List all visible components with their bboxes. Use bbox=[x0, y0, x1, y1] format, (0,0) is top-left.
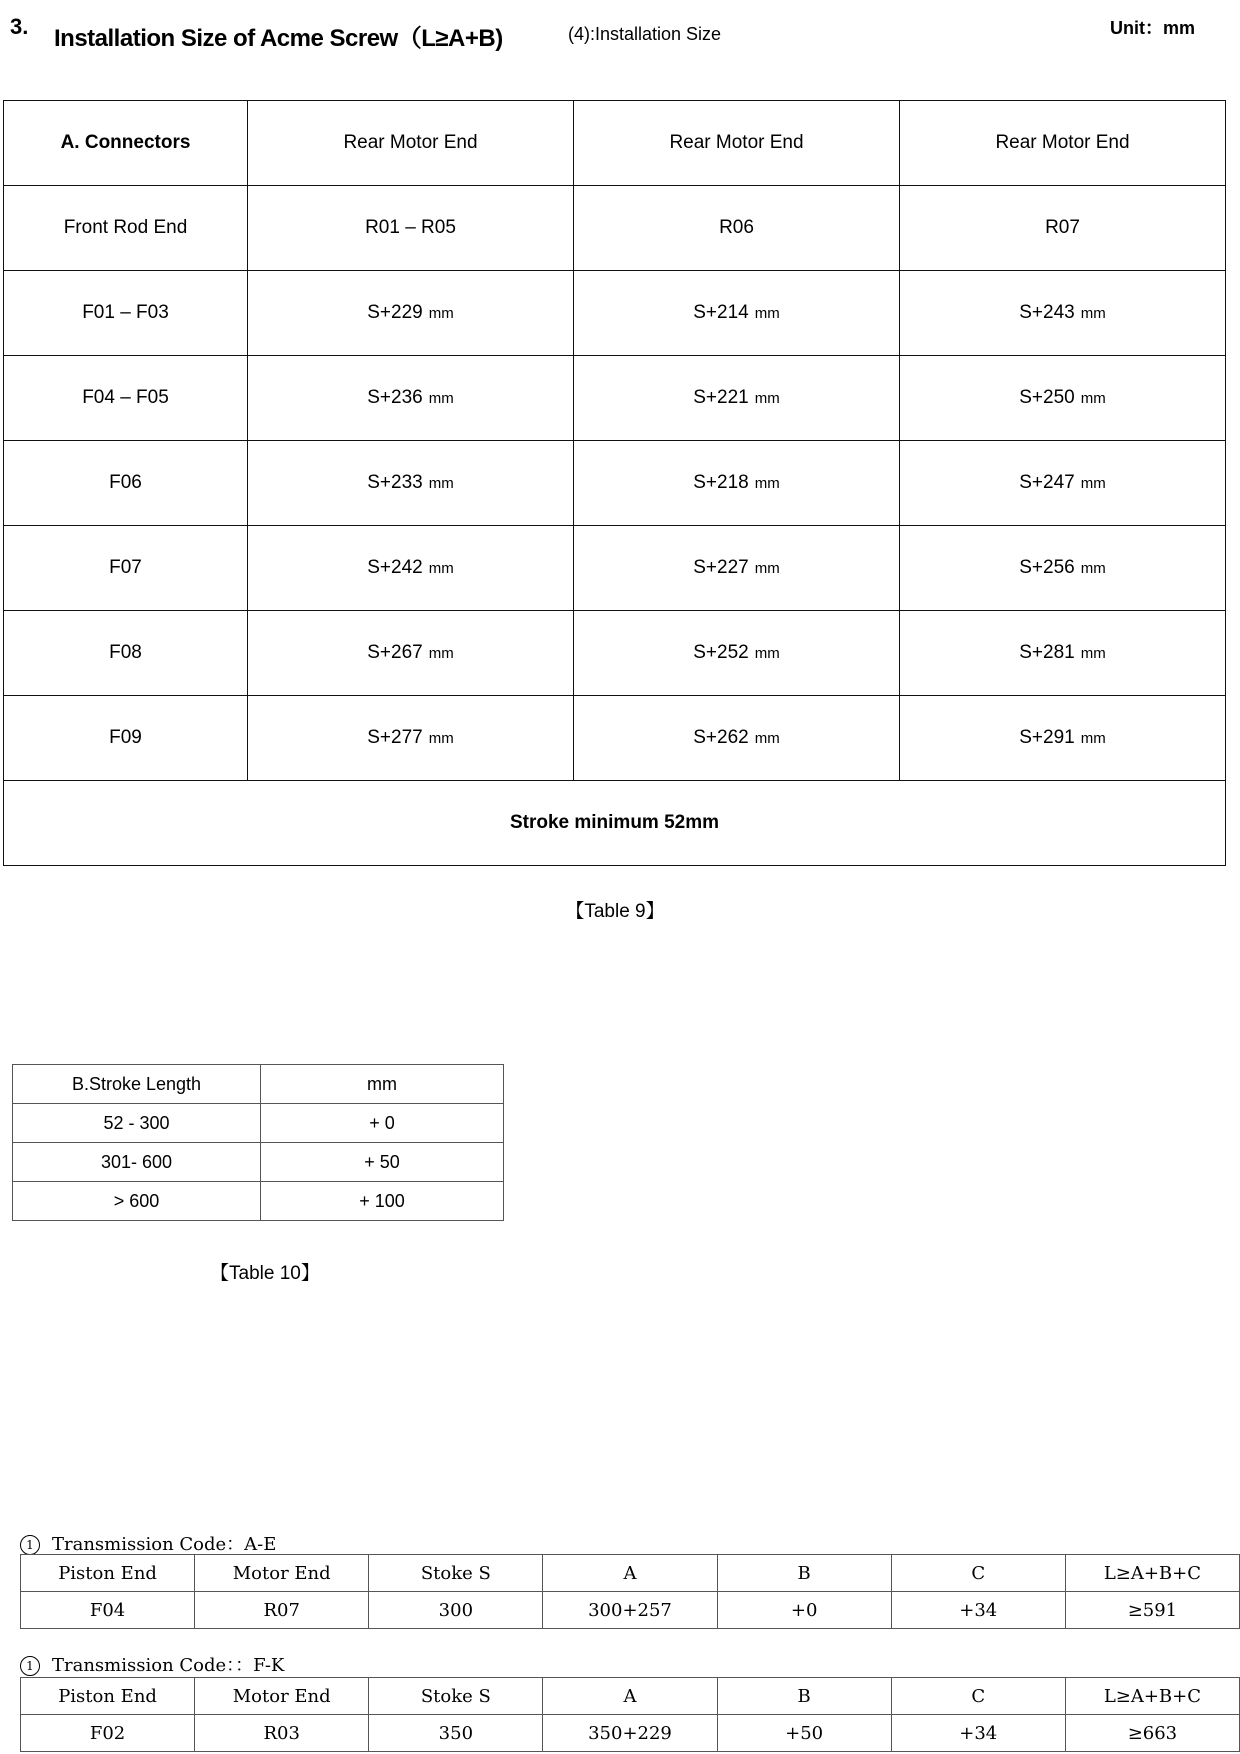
unit-suffix: mm bbox=[1080, 645, 1106, 662]
table-row bbox=[13, 1104, 504, 1143]
column-header: mm bbox=[261, 1065, 504, 1104]
cell-value: S+229 bbox=[367, 302, 423, 323]
table-cell bbox=[574, 356, 900, 441]
column-header: A bbox=[543, 1678, 717, 1715]
table-cell bbox=[900, 611, 1226, 696]
table-row bbox=[21, 1555, 1240, 1592]
table-row bbox=[13, 1065, 504, 1104]
table-row bbox=[4, 271, 1226, 356]
table-cell bbox=[574, 441, 900, 526]
cell-value: S+250 bbox=[1019, 387, 1075, 408]
table-cell: ≥663 bbox=[1065, 1715, 1239, 1752]
cell-value: S+227 bbox=[693, 557, 749, 578]
stroke-minimum-note: Stroke minimum 52mm bbox=[4, 781, 1226, 866]
unit-suffix: mm bbox=[754, 305, 780, 322]
table-cell: 350+229 bbox=[543, 1715, 717, 1752]
unit-suffix: mm bbox=[428, 475, 454, 492]
column-header: B bbox=[717, 1678, 891, 1715]
column-header: L≥A+B+C bbox=[1065, 1678, 1239, 1715]
column-header: Stoke S bbox=[369, 1555, 543, 1592]
page-subtitle: (4):Installation Size bbox=[568, 24, 722, 44]
transmission-code-fk-label bbox=[20, 1651, 284, 1677]
column-header: C bbox=[891, 1555, 1065, 1592]
column-code: R07 bbox=[900, 186, 1226, 271]
table-row bbox=[21, 1715, 1240, 1752]
column-header: Stoke S bbox=[369, 1678, 543, 1715]
table-cell: R03 bbox=[195, 1715, 369, 1752]
cell-value: S+236 bbox=[367, 387, 423, 408]
cell-value: S+242 bbox=[367, 557, 423, 578]
cell-value: S+243 bbox=[1019, 302, 1075, 323]
table-cell: 300+257 bbox=[543, 1592, 717, 1629]
cell-value: S+247 bbox=[1019, 472, 1075, 493]
table-row bbox=[4, 441, 1226, 526]
column-header: L≥A+B+C bbox=[1065, 1555, 1239, 1592]
cell-value: S+233 bbox=[367, 472, 423, 493]
row-label: F04 – F05 bbox=[4, 356, 248, 441]
corner-header-front-rod-end: Front Rod End bbox=[4, 186, 248, 271]
table-cell bbox=[248, 356, 574, 441]
column-header: B bbox=[717, 1555, 891, 1592]
transmission-code-ae-label bbox=[20, 1530, 276, 1556]
unit-suffix: mm bbox=[1080, 390, 1106, 407]
table-9-caption: 【Table 9】 bbox=[565, 901, 665, 922]
table-cell bbox=[574, 611, 900, 696]
circled-number-icon: 1 bbox=[20, 1535, 40, 1555]
column-code: R01 – R05 bbox=[248, 186, 574, 271]
table-cell bbox=[900, 356, 1226, 441]
table-cell: 301- 600 bbox=[13, 1143, 261, 1182]
table-row bbox=[13, 1182, 504, 1221]
unit-label: Unit：mm bbox=[1110, 18, 1195, 38]
section-number: 3. bbox=[10, 14, 29, 39]
unit-suffix: mm bbox=[754, 475, 780, 492]
table-cell bbox=[574, 526, 900, 611]
circled-number-icon: 1 bbox=[20, 1656, 40, 1676]
page-title: Installation Size of Acme Screw（L≥A+B) bbox=[54, 25, 503, 52]
column-group-label: Rear Motor End bbox=[248, 101, 574, 186]
unit-suffix: mm bbox=[428, 390, 454, 407]
table-cell bbox=[248, 271, 574, 356]
table-row bbox=[4, 781, 1226, 866]
row-label: F09 bbox=[4, 696, 248, 781]
unit-suffix: mm bbox=[1080, 475, 1106, 492]
table-row bbox=[21, 1678, 1240, 1715]
column-header: C bbox=[891, 1678, 1065, 1715]
table-row bbox=[21, 1592, 1240, 1629]
table-cell: + 50 bbox=[261, 1143, 504, 1182]
table-row bbox=[4, 611, 1226, 696]
column-group-label: Rear Motor End bbox=[900, 101, 1226, 186]
table-cell: 52 - 300 bbox=[13, 1104, 261, 1143]
column-header: Piston End bbox=[21, 1678, 195, 1715]
unit-suffix: mm bbox=[428, 560, 454, 577]
table-10-caption: 【Table 10】 bbox=[210, 1263, 320, 1284]
table-row bbox=[4, 696, 1226, 781]
table-row bbox=[4, 101, 1226, 186]
cell-value: S+262 bbox=[693, 727, 749, 748]
table-row bbox=[4, 356, 1226, 441]
table-cell bbox=[900, 441, 1226, 526]
cell-value: S+218 bbox=[693, 472, 749, 493]
table-cell: +0 bbox=[717, 1592, 891, 1629]
table-cell: F04 bbox=[21, 1592, 195, 1629]
table-row bbox=[4, 526, 1226, 611]
unit-suffix: mm bbox=[754, 730, 780, 747]
cell-value: S+267 bbox=[367, 642, 423, 663]
table-cell: R07 bbox=[195, 1592, 369, 1629]
table-row bbox=[4, 186, 1226, 271]
row-label: F01 – F03 bbox=[4, 271, 248, 356]
installation-size-table bbox=[3, 100, 1226, 866]
cell-value: S+221 bbox=[693, 387, 749, 408]
table-cell: 300 bbox=[369, 1592, 543, 1629]
cell-value: S+252 bbox=[693, 642, 749, 663]
table-cell bbox=[248, 611, 574, 696]
cell-value: S+214 bbox=[693, 302, 749, 323]
table-cell: > 600 bbox=[13, 1182, 261, 1221]
unit-suffix: mm bbox=[754, 645, 780, 662]
column-code: R06 bbox=[574, 186, 900, 271]
cell-value: S+277 bbox=[367, 727, 423, 748]
table-cell: F02 bbox=[21, 1715, 195, 1752]
transmission-fk-table bbox=[20, 1677, 1240, 1752]
cell-value: S+291 bbox=[1019, 727, 1075, 748]
row-label: F08 bbox=[4, 611, 248, 696]
unit-suffix: mm bbox=[754, 390, 780, 407]
table-cell bbox=[248, 526, 574, 611]
unit-suffix: mm bbox=[1080, 730, 1106, 747]
column-header: Piston End bbox=[21, 1555, 195, 1592]
row-label: F06 bbox=[4, 441, 248, 526]
table-cell bbox=[248, 696, 574, 781]
unit-suffix: mm bbox=[1080, 560, 1106, 577]
table-cell bbox=[900, 271, 1226, 356]
table-cell: +50 bbox=[717, 1715, 891, 1752]
stroke-length-table bbox=[12, 1064, 504, 1221]
cell-value: S+281 bbox=[1019, 642, 1075, 663]
table-cell bbox=[574, 271, 900, 356]
transmission-ae-table bbox=[20, 1554, 1240, 1629]
table-cell: ≥591 bbox=[1065, 1592, 1239, 1629]
transmission-code-text: Transmission Code：A-E bbox=[52, 1534, 277, 1555]
cell-value: S+256 bbox=[1019, 557, 1075, 578]
table-cell: + 0 bbox=[261, 1104, 504, 1143]
table-cell bbox=[574, 696, 900, 781]
transmission-code-text: Transmission Code：：F-K bbox=[52, 1655, 285, 1676]
column-header: B.Stroke Length bbox=[13, 1065, 261, 1104]
table-cell bbox=[248, 441, 574, 526]
table-cell: 350 bbox=[369, 1715, 543, 1752]
column-group-label: Rear Motor End bbox=[574, 101, 900, 186]
column-header: Motor End bbox=[195, 1678, 369, 1715]
corner-header-connectors: A. Connectors bbox=[4, 101, 248, 186]
column-header: Motor End bbox=[195, 1555, 369, 1592]
unit-suffix: mm bbox=[428, 645, 454, 662]
table-cell: + 100 bbox=[261, 1182, 504, 1221]
unit-suffix: mm bbox=[1080, 305, 1106, 322]
table-row bbox=[13, 1143, 504, 1182]
table-cell: +34 bbox=[891, 1715, 1065, 1752]
unit-suffix: mm bbox=[754, 560, 780, 577]
row-label: F07 bbox=[4, 526, 248, 611]
table-cell: +34 bbox=[891, 1592, 1065, 1629]
unit-suffix: mm bbox=[428, 305, 454, 322]
unit-suffix: mm bbox=[428, 730, 454, 747]
table-cell bbox=[900, 526, 1226, 611]
column-header: A bbox=[543, 1555, 717, 1592]
table-cell bbox=[900, 696, 1226, 781]
